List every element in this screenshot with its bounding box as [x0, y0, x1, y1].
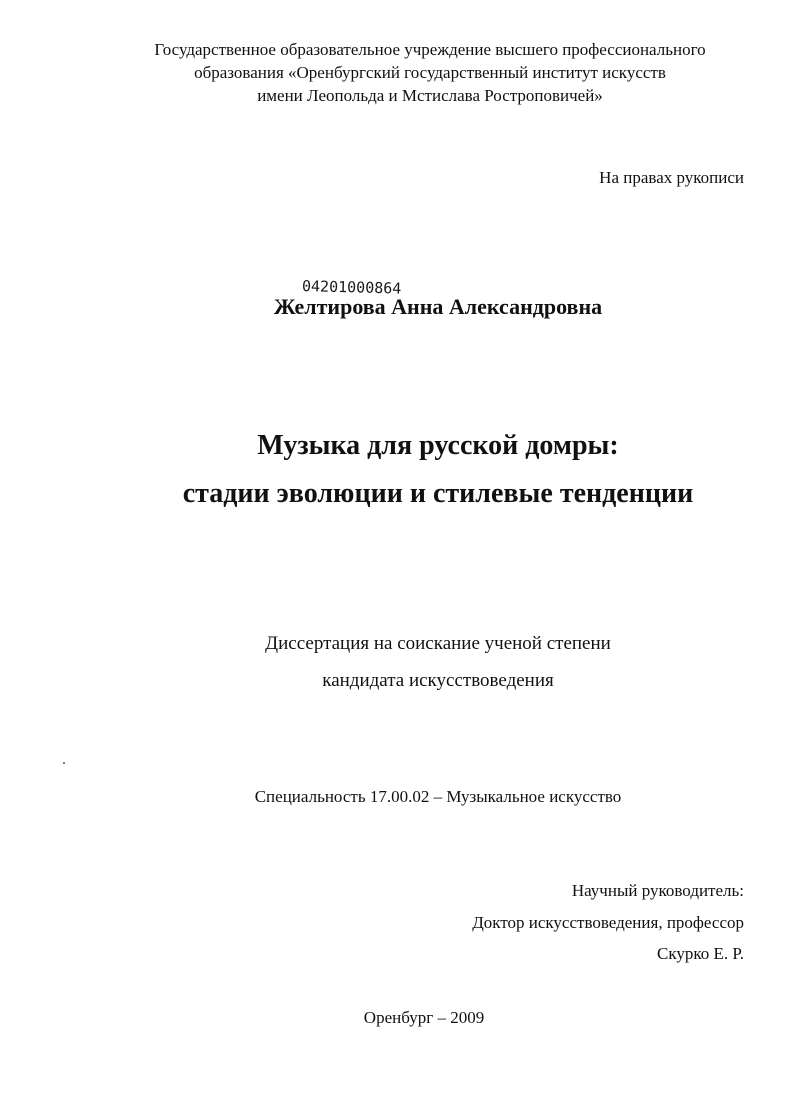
- institution-header: [60, 38, 799, 107]
- manuscript-note: На правах рукописи: [599, 168, 744, 187]
- supervisor-position: Доктор искусствоведения, профессор: [472, 913, 744, 932]
- title-line-1: Музыка для русской домры:: [257, 430, 619, 461]
- supervisor-name: Скурко Е. Р.: [657, 944, 744, 963]
- author-name: Желтирова Анна Александровна: [273, 294, 603, 319]
- library-stamp-number: 04201000864: [301, 277, 402, 298]
- city-year: Оренбург – 2009: [363, 1008, 485, 1027]
- degree-line-2: кандидата искусствоведения: [322, 670, 554, 691]
- institution-line-3: имени Леопольда и Мстислава Ростроповичей»: [257, 86, 603, 105]
- institution-line-1: Государственное образовательное учреждение высшего профессионального: [154, 40, 706, 59]
- scan-speck: [63, 762, 65, 764]
- degree-line-1: Диссертация на соискание ученой степени: [265, 633, 611, 654]
- title-line-2: стадии эволюции и стилевые тенденции: [182, 478, 694, 509]
- institution-line-2: образования «Оренбургский государственный институт искусств: [194, 63, 666, 82]
- specialty: Специальность 17.00.02 – Музыкальное искусство: [254, 787, 622, 806]
- supervisor-label: Научный руководитель:: [571, 881, 744, 900]
